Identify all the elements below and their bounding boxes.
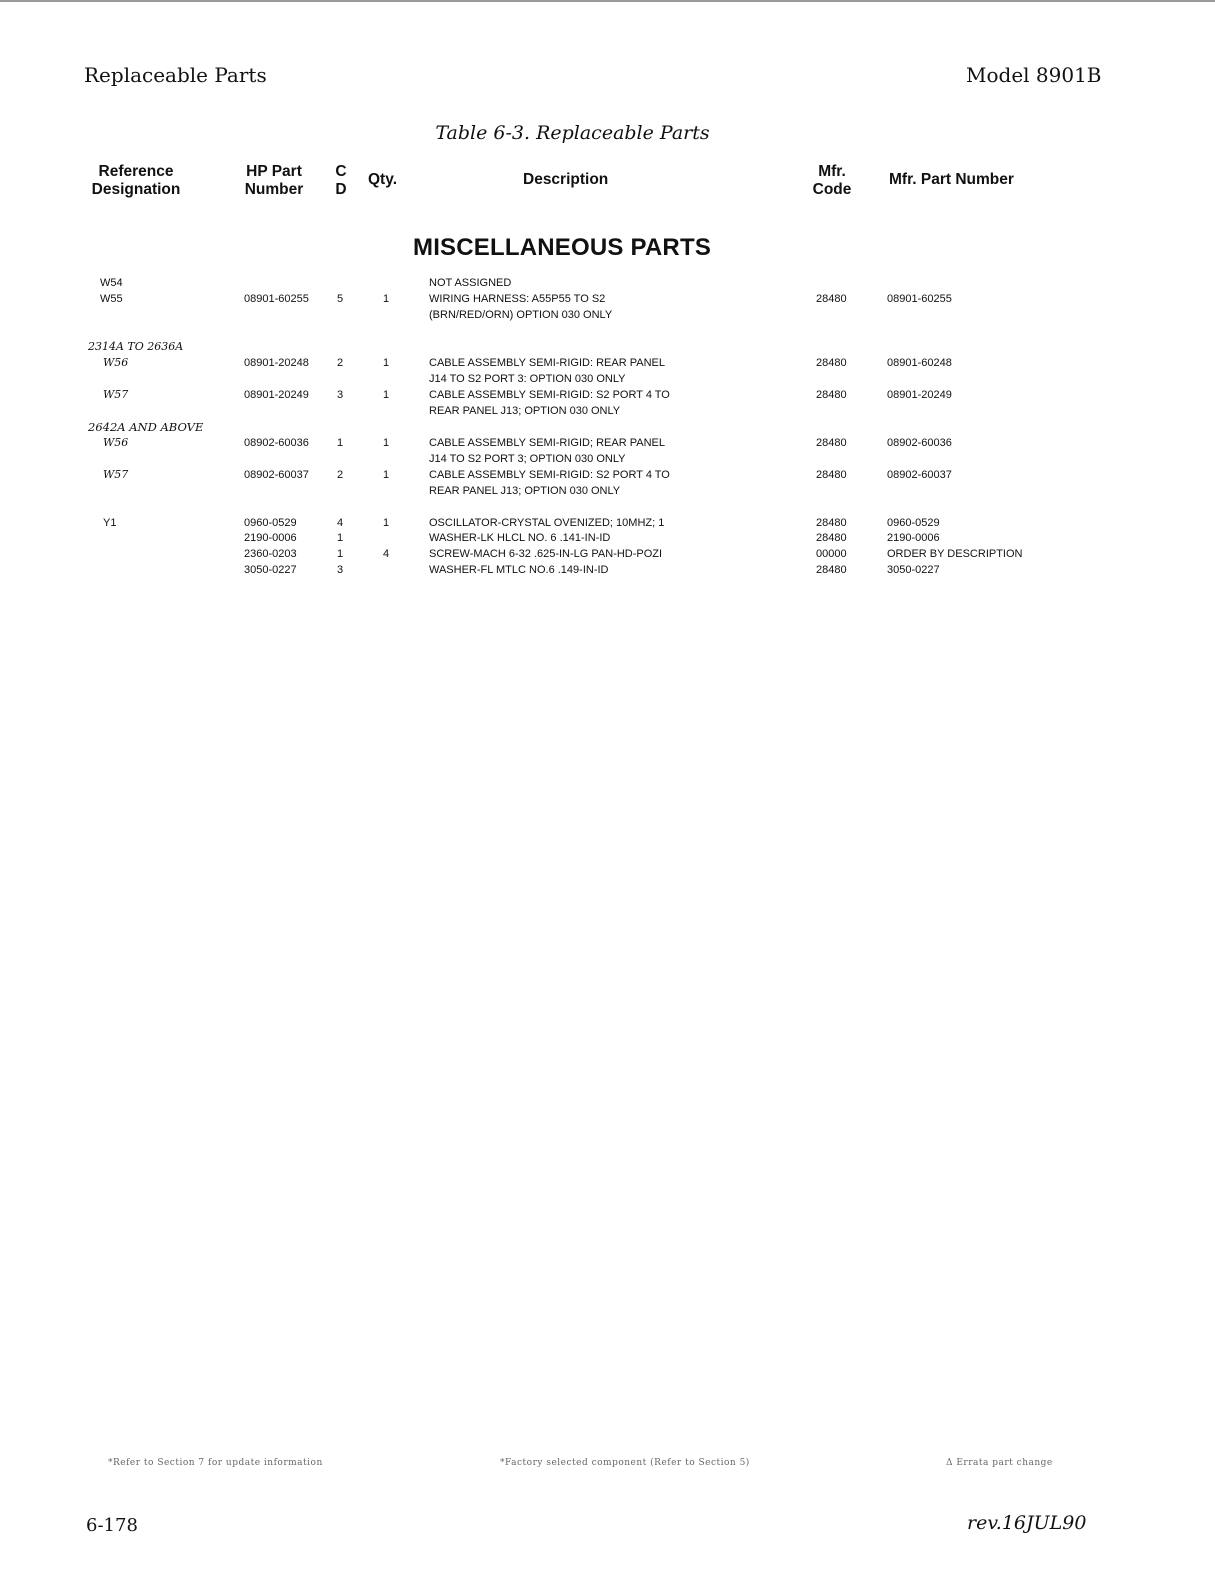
mfr-part-number: 08902-60036	[887, 437, 952, 449]
mfr-part-number: 2190-0006	[887, 532, 940, 544]
cd: 1	[337, 532, 344, 544]
column-header-description: Description	[523, 171, 609, 188]
ref-designation: W56	[103, 356, 129, 369]
qty: 1	[383, 389, 390, 401]
ref-designation: Y1	[103, 517, 117, 529]
qty: 1	[383, 437, 390, 449]
description-continued: J14 TO S2 PORT 3: OPTION 030 ONLY	[429, 373, 626, 385]
hp-part-number: 2360-0203	[244, 548, 297, 560]
description: WASHER-LK HLCL NO. 6 .141-IN-ID	[429, 532, 611, 544]
hp-part-number: 08901-20249	[244, 389, 309, 401]
footnote-factory-selected: *Factory selected component (Refer to Section 5)	[500, 1458, 750, 1468]
footnote-errata: Δ Errata part change	[946, 1458, 1053, 1468]
column-header-reference-line1: Reference	[98, 163, 174, 180]
mfr-code: 28480	[816, 564, 847, 576]
ref-designation: W57	[103, 388, 129, 401]
column-header-mfr-part-number: Mfr. Part Number	[889, 171, 1014, 188]
qty: 1	[383, 293, 390, 305]
mfr-part-number: ORDER BY DESCRIPTION	[887, 548, 1023, 560]
mfr-part-number: 08902-60037	[887, 469, 952, 481]
description: CABLE ASSEMBLY SEMI-RIGID: S2 PORT 4 TO	[429, 469, 670, 481]
cd: 2	[337, 357, 344, 369]
cd: 5	[337, 293, 344, 305]
running-header-left: Replaceable Parts	[84, 63, 267, 87]
description: WIRING HARNESS: A55P55 TO S2	[429, 293, 606, 305]
cd: 4	[337, 517, 344, 529]
running-header-right: Model 8901B	[966, 63, 1102, 87]
qty: 1	[383, 357, 390, 369]
column-header-hp-part-line2: Number	[244, 181, 304, 198]
column-header-mfr-code-line2: Code	[812, 181, 852, 198]
revision-date: rev.16JUL90	[967, 1512, 1087, 1534]
page-number: 6-178	[86, 1515, 138, 1536]
description: OSCILLATOR-CRYSTAL OVENIZED; 10MHZ; 1	[429, 517, 665, 529]
ref-designation: W55	[100, 293, 123, 305]
mfr-code: 28480	[816, 532, 847, 544]
hp-part-number: 08901-20248	[244, 357, 309, 369]
column-header-hp-part-line1: HP Part	[246, 163, 302, 180]
column-header-mfr-code-line1: Mfr.	[818, 163, 846, 180]
qty: 1	[383, 469, 390, 481]
column-header-hp-part	[240, 163, 308, 199]
table-title: Table 6-3. Replaceable Parts	[435, 122, 710, 144]
description: WASHER-FL MTLC NO.6 .149-IN-ID	[429, 564, 609, 576]
description-continued: (BRN/RED/ORN) OPTION 030 ONLY	[429, 309, 613, 321]
column-header-cd-line1: C	[335, 163, 347, 180]
description: SCREW-MACH 6-32 .625-IN-LG PAN-HD-POZI	[429, 548, 663, 560]
qty: 4	[383, 548, 390, 560]
column-header-qty: Qty.	[368, 171, 397, 188]
mfr-code: 28480	[816, 293, 847, 305]
qty: 1	[383, 517, 390, 529]
column-header-cd-line2: D	[335, 181, 347, 198]
column-header-cd	[333, 163, 349, 199]
hp-part-number: 08902-60036	[244, 437, 309, 449]
cd: 1	[337, 437, 344, 449]
ref-designation: W54	[100, 277, 123, 289]
serial-range-label: 2642A AND ABOVE	[88, 420, 204, 434]
footnote-update-info: *Refer to Section 7 for update information	[108, 1458, 323, 1468]
column-header-mfr-code	[810, 163, 854, 199]
hp-part-number: 0960-0529	[244, 517, 297, 529]
description-continued: REAR PANEL J13; OPTION 030 ONLY	[429, 405, 621, 417]
ref-designation: W57	[103, 468, 129, 481]
description: CABLE ASSEMBLY SEMI-RIGID; REAR PANEL	[429, 437, 665, 449]
hp-part-number: 08902-60037	[244, 469, 309, 481]
description: CABLE ASSEMBLY SEMI-RIGID: REAR PANEL	[429, 357, 665, 369]
mfr-code: 28480	[816, 437, 847, 449]
description: CABLE ASSEMBLY SEMI-RIGID: S2 PORT 4 TO	[429, 389, 670, 401]
description-continued: REAR PANEL J13; OPTION 030 ONLY	[429, 485, 621, 497]
mfr-part-number: 08901-20249	[887, 389, 952, 401]
mfr-part-number: 3050-0227	[887, 564, 940, 576]
description: NOT ASSIGNED	[429, 277, 512, 289]
column-header-reference	[88, 163, 184, 199]
cd: 3	[337, 564, 344, 576]
cd: 3	[337, 389, 344, 401]
serial-range-label: 2314A TO 2636A	[88, 340, 184, 353]
cd: 2	[337, 469, 344, 481]
column-header-reference-line2: Designation	[91, 181, 181, 198]
cd: 1	[337, 548, 344, 560]
page-top-rule	[0, 0, 1215, 2]
mfr-code: 28480	[816, 517, 847, 529]
mfr-code: 28480	[816, 469, 847, 481]
description-continued: J14 TO S2 PORT 3; OPTION 030 ONLY	[429, 453, 626, 465]
ref-designation: W56	[103, 436, 129, 449]
mfr-code: 28480	[816, 357, 847, 369]
hp-part-number: 08901-60255	[244, 293, 309, 305]
mfr-part-number: 08901-60248	[887, 357, 952, 369]
mfr-code: 00000	[816, 548, 847, 560]
mfr-part-number: 0960-0529	[887, 517, 940, 529]
section-title: MISCELLANEOUS PARTS	[413, 234, 712, 261]
hp-part-number: 2190-0006	[244, 532, 297, 544]
hp-part-number: 3050-0227	[244, 564, 297, 576]
mfr-part-number: 08901-60255	[887, 293, 952, 305]
mfr-code: 28480	[816, 389, 847, 401]
